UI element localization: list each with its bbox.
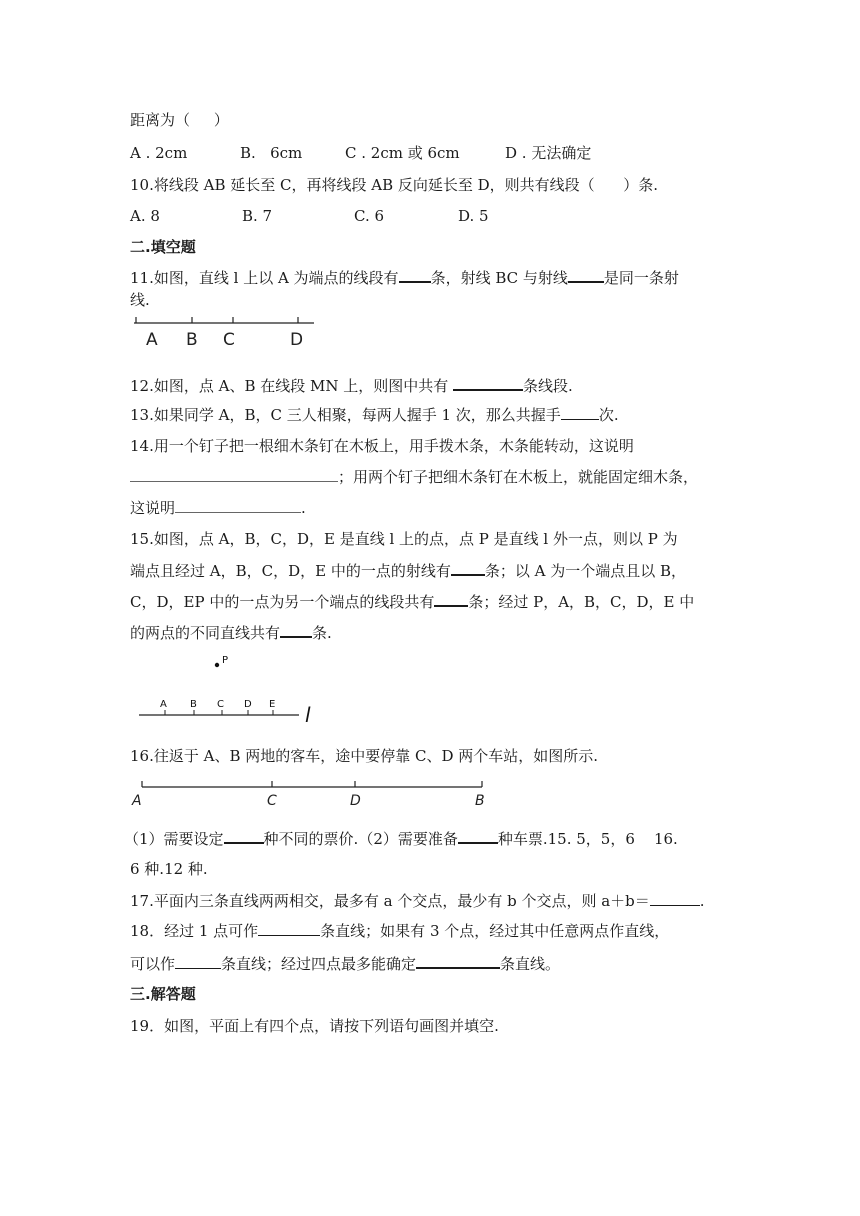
q18-blank-2[interactable] <box>175 954 221 969</box>
figure-11-line <box>130 315 320 355</box>
fig15-label-a: A <box>160 699 167 710</box>
figure-15-line <box>135 652 325 732</box>
q13-blank[interactable] <box>561 405 599 420</box>
fig15-label-e: E <box>269 699 276 710</box>
q18-line-1: 18．经过 1 点可作 条直线；如果有 3 个点，经过其中任意两点作直线， <box>130 922 670 940</box>
q16-blank-1[interactable] <box>224 828 264 844</box>
q9-option-d: D . 无法确定 <box>505 144 592 162</box>
q17-blank[interactable] <box>650 891 700 906</box>
q17-text: 17.平面内三条直线两两相交，最多有 a 个交点，最少有 b 个交点，则 a＋b＝ . <box>130 892 705 910</box>
q11-blank-1[interactable] <box>399 267 431 283</box>
fig11-label-c: C <box>223 330 235 350</box>
figure-16-line <box>130 778 500 812</box>
q14-line-1: 14.用一个钉子把一根细木条钉在木板上，用手拨木条，木条能转动，这说明 <box>130 437 634 455</box>
q10-options <box>130 206 489 226</box>
q10-text: 10.将线段 AB 延长至 C，再将线段 AB 反向延长至 D，则共有线段（ ）条. <box>130 176 659 194</box>
q11-line-2: 线. <box>130 291 150 309</box>
q18-blank-3[interactable] <box>416 953 500 969</box>
q14-blank-2[interactable] <box>175 498 301 513</box>
fig15-label-l: l <box>305 703 311 727</box>
q10-option-c: C. 6 <box>354 207 385 225</box>
q11-blank-2[interactable] <box>568 267 604 283</box>
q15-blank-1[interactable] <box>451 560 485 576</box>
q9-option-c: C . 2cm 或 6cm <box>345 144 460 162</box>
q10-option-b: B. 7 <box>242 207 273 225</box>
section-2-title: 二.填空题 <box>130 238 196 256</box>
fig15-label-b: B <box>190 699 197 710</box>
q15-line-2: 端点且经过 A，B，C，D，E 中的一点的射线有 条；以 A 为一个端点且以 B， <box>130 562 687 580</box>
fig16-label-a: A <box>132 793 142 809</box>
fig11-label-a: A <box>146 330 158 350</box>
fig16-label-c: C <box>267 793 277 809</box>
fig16-label-b: B <box>475 793 485 809</box>
q15-blank-2[interactable] <box>434 591 468 607</box>
q18-blank-1[interactable] <box>258 921 320 936</box>
q10-option-d: D. 5 <box>458 207 489 225</box>
fig15-label-c: C <box>217 699 224 710</box>
q16-blank-2[interactable] <box>458 828 498 844</box>
q10-option-a: A. 8 <box>130 207 160 225</box>
fig16-label-d: D <box>350 793 361 809</box>
q16-answer-line-1: （1）需要设定 种不同的票价.（2）需要准备 种车票.15. 5，5，6 16. <box>124 830 678 848</box>
q9-options <box>130 143 591 163</box>
section-3-title: 三.解答题 <box>130 985 196 1003</box>
q15-blank-3[interactable] <box>280 622 312 638</box>
fig15-label-d: D <box>244 699 252 710</box>
fig11-label-d: D <box>290 330 304 350</box>
q14-line-3: 这说明 . <box>130 499 306 517</box>
q14-blank-1[interactable] <box>130 467 338 482</box>
q18-line-2: 可以作 条直线；经过四点最多能确定 条直线。 <box>130 955 561 973</box>
fig15-label-p: P <box>222 655 229 666</box>
q15-line-4: 的两点的不同直线共有 条. <box>130 624 332 642</box>
q9-option-b: B. 6cm <box>240 144 303 162</box>
q9-option-a: A . 2cm <box>130 144 188 162</box>
q13-text: 13.如果同学 A，B，C 三人相聚，每两人握手 1 次，那么共握手 次. <box>130 406 619 424</box>
q9-tail: 距离为（ ） <box>130 111 229 129</box>
q15-line-1: 15.如图，点 A，B，C，D，E 是直线 l 上的点，点 P 是直线 l 外一点，则以 P 为 <box>130 530 678 548</box>
q11-line-1: 11.如图，直线 l 上以 A 为端点的线段有 条，射线 BC 与射线 是同一条射 <box>130 269 679 287</box>
q12-text: 12.如图，点 A、B 在线段 MN 上，则图中共有 条线段. <box>130 377 573 395</box>
q16-text: 16.往返于 A、B 两地的客车，途中要停靠 C、D 两个车站，如图所示. <box>130 747 599 765</box>
q19-text: 19．如图，平面上有四个点，请按下列语句画图并填空. <box>130 1017 499 1035</box>
q12-blank[interactable] <box>453 375 523 391</box>
q15-line-3: C，D，EP 中的一点为另一个端点的线段共有 条；经过 P，A，B，C，D，E 中 <box>130 593 695 611</box>
fig11-label-b: B <box>186 330 198 350</box>
q14-line-2: ；用两个钉子把细木条钉在木板上，就能固定细木条， <box>130 467 698 487</box>
q16-answer-line-2: 6 种.12 种. <box>130 860 208 878</box>
